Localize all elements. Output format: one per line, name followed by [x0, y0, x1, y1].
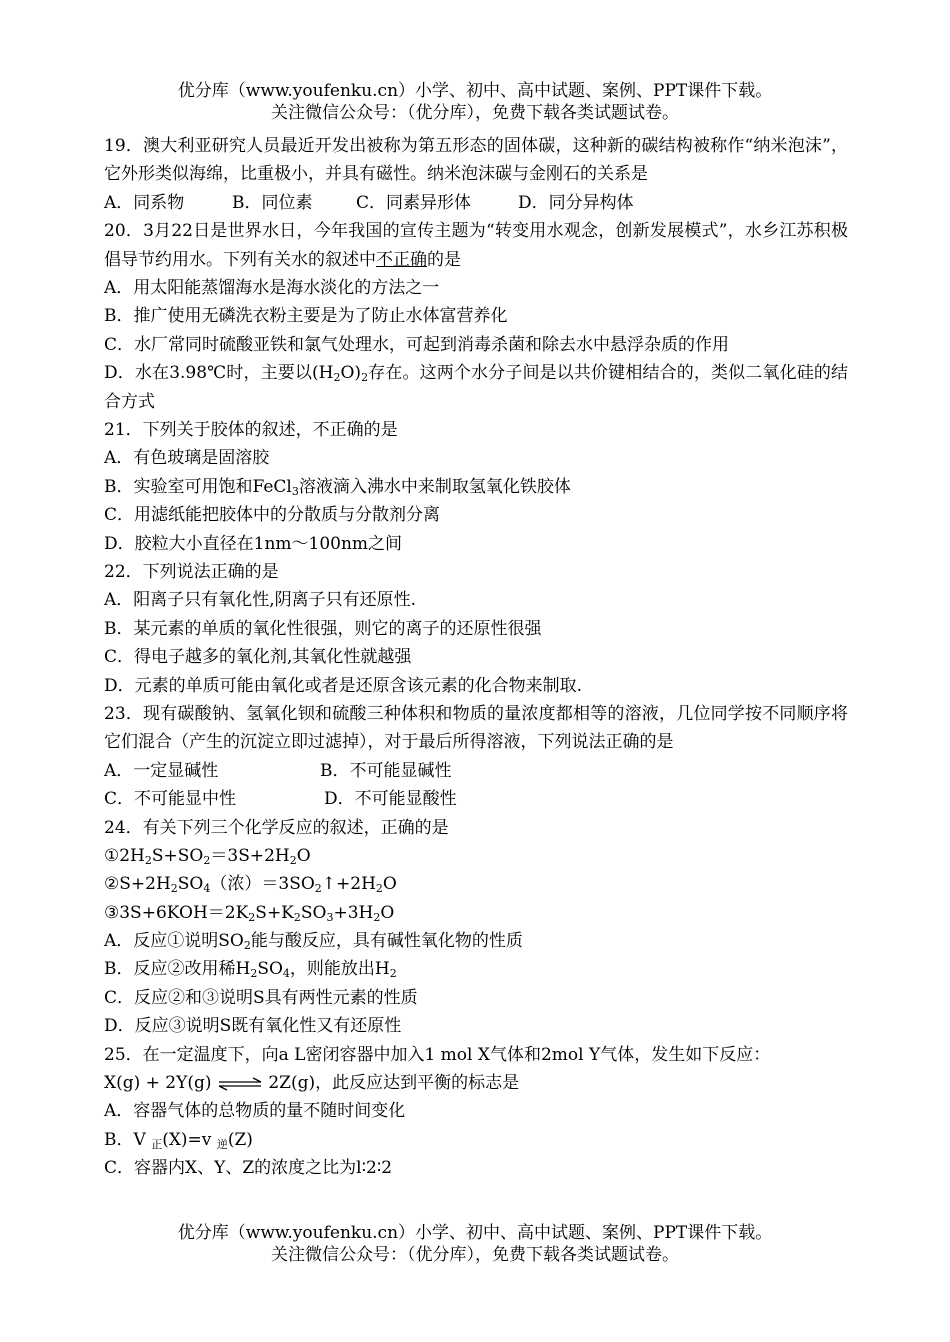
- q22-stem: 22．下列说法正确的是: [104, 561, 279, 582]
- formula-part: ①2H: [104, 845, 145, 866]
- option-text: 能与酸反应，具有碱性氧化物的性质: [250, 931, 523, 952]
- option-text: B．V: [104, 1129, 152, 1150]
- rate-sub-forward: 正: [151, 1137, 163, 1151]
- formula-sub: 2: [243, 939, 251, 953]
- formula-part: O: [380, 902, 395, 923]
- q24-reaction-2: [104, 870, 848, 898]
- formula-sub: 2: [314, 882, 322, 896]
- formula-sub: 2: [289, 853, 297, 867]
- q23-option-c: C．不可能显中性: [104, 789, 237, 810]
- equation-left: X(g) + 2Y(g): [104, 1073, 212, 1094]
- q21-stem: 21．下列关于胶体的叙述，不正确的是: [104, 420, 398, 440]
- formula-sub: 2: [203, 853, 211, 867]
- formula-part: ＝3S+2H: [210, 845, 290, 866]
- option-text: (X)=v: [162, 1129, 217, 1150]
- option-text: ，则能放出H: [289, 959, 390, 980]
- q20-option-b: B．推广使用无磷洗衣粉主要是为了防止水体富营养化: [104, 306, 508, 327]
- q23-option-a: A．一定显碱性: [104, 760, 219, 781]
- q19-option-b: B．同位素: [232, 192, 313, 213]
- q19-option-d: D．同分异构体: [518, 192, 634, 213]
- formula-part: ↑+2H: [321, 874, 376, 895]
- q23-options-ab: [104, 757, 848, 785]
- formula-sub: 2: [248, 910, 256, 924]
- q20-option-d: [104, 359, 848, 416]
- formula-sub: 2: [144, 853, 152, 867]
- q25-equation: [104, 1069, 848, 1097]
- q20-d-text-tail: 存在。这两个水分子间是以共价键相结合的，类似二氧化硅的结合方式: [104, 363, 848, 412]
- q22-option-d: D．元素的单质可能由氧化或者是还原含该元素的化合物来制取.: [104, 675, 583, 696]
- q25-stem: 25．在一定温度下，向a L密闭容器中加入1 mol X气体和2mol Y气体，发生如下反应：: [104, 1044, 771, 1065]
- formula-part: O: [382, 874, 397, 895]
- q22-option-b: B．某元素的单质的氧化性很强，则它的离子的还原性很强: [104, 618, 542, 639]
- q22-option-a: A．阳离子只有氧化性,阴离子只有还原性.: [104, 590, 417, 611]
- q20-d-text: D．水在3.98℃时，主要以(H: [104, 363, 334, 384]
- formula-part: +3H: [333, 902, 374, 923]
- q24-option-b: [104, 955, 848, 983]
- q20-stem-underline: 不正确: [376, 249, 427, 270]
- q23-options-cd: [104, 785, 848, 813]
- q24-reaction-1: [104, 842, 848, 870]
- equilibrium-arrow-icon: [217, 1077, 263, 1091]
- formula-sub: 2: [293, 910, 301, 924]
- formula-part: S+K: [255, 902, 294, 923]
- q23-stem: 23．现有碳酸钠、氢氧化钡和硫酸三种体积和物质的量浓度都相等的溶液，几位同学按不同顺序将它们混合（产生的沉淀立即过滤掉），对于最后所得溶液，下列说法正确的是: [104, 703, 848, 753]
- q24-option-c: C．反应②和③说明S具有两性元素的性质: [104, 987, 418, 1008]
- q19-stem: 19．澳大利亚研究人员最近开发出被称为第五形态的固体碳，这种新的碳结构被称作“纳米泡沫”，它外形类似海绵，比重极小，并具有磁性。纳米泡沫碳与金刚石的关系是: [104, 136, 848, 185]
- q24-reaction-3: [104, 899, 848, 927]
- q24-option-d: D．反应③说明S既有氧化性又有还原性: [104, 1016, 402, 1037]
- top-banner: [0, 80, 950, 124]
- q25-option-a: A．容器气体的总物质的量不随时间变化: [104, 1101, 406, 1122]
- q21-option-b: [104, 473, 848, 501]
- banner-line-2: 关注微信公众号：（优分库），免费下载各类试题试卷。: [271, 103, 679, 123]
- banner-line-1: 优分库（www.youfenku.cn）小学、初中、高中试题、案例、PPT课件下载。: [177, 81, 773, 101]
- equation-right: 2Z(g)，此反应达到平衡的标志是: [268, 1073, 520, 1094]
- q19-options: [104, 189, 848, 217]
- q21-option-d: D．胶粒大小直径在1nm～100nm之间: [104, 533, 403, 554]
- formula-sub: 2: [373, 910, 381, 924]
- formula-sub: 2: [389, 967, 397, 981]
- q25-option-c: C．容器内X、Y、Z的浓度之比为l∶2∶2: [104, 1158, 393, 1179]
- q22-option-c: C．得电子越多的氧化剂,其氧化性就越强: [104, 647, 412, 668]
- q21-b-text: B．实验室可用饱和FeCl: [104, 476, 292, 497]
- q23-option-d: D．不可能显酸性: [324, 789, 457, 810]
- formula-sub: 2: [250, 967, 258, 981]
- q20-option-c: C．水厂常同时硫酸亚铁和氯气处理水，可起到消毒杀菌和除去水中悬浮杂质的作用: [104, 334, 730, 355]
- q23-option-b: B．不可能显碱性: [320, 760, 452, 781]
- q20-stem: [104, 217, 848, 274]
- formula-sub: 2: [170, 882, 178, 896]
- q20-d-text-mid: O): [340, 363, 362, 384]
- q19-option-c: C．同素异形体: [356, 192, 472, 213]
- q21-b-text-tail: 溶液滴入沸水中来制取氢氧化铁胶体: [298, 476, 571, 497]
- q20-d-sub: 2: [361, 371, 369, 385]
- formula-part: ③3S+6KOH＝2K: [104, 902, 249, 923]
- formula-part: SO: [177, 874, 204, 895]
- q19-option-a: A．同系物: [104, 192, 185, 213]
- q20-stem-text: 20．3月22日是世界水日，今年我国的宣传主题为“转变用水观念，创新发展模式”，水乡江苏积极倡导节约用水。下列有关水的叙述中: [104, 221, 848, 270]
- formula-part: SO: [300, 902, 327, 923]
- banner-line-1: 优分库（www.youfenku.cn）小学、初中、高中试题、案例、PPT课件下载。: [177, 1223, 773, 1243]
- formula-part: O: [296, 845, 311, 866]
- q20-option-a: A．用太阳能蒸馏海水是海水淡化的方法之一: [104, 278, 440, 299]
- formula-sub: 2: [375, 882, 383, 896]
- option-text: A．反应①说明SO: [104, 931, 244, 952]
- bottom-banner: [0, 1222, 950, 1266]
- question-content: [104, 132, 848, 1183]
- rate-sub-reverse: 逆: [216, 1137, 228, 1151]
- formula-sub: 4: [203, 882, 211, 896]
- q21-option-a: A．有色玻璃是固溶胶: [104, 448, 270, 469]
- q24-stem: 24．有关下列三个化学反应的叙述，正确的是: [104, 817, 449, 838]
- q24-option-a: [104, 927, 848, 955]
- q20-d-sub: 2: [333, 371, 341, 385]
- banner-line-2: 关注微信公众号：（优分库），免费下载各类试题试卷。: [271, 1245, 679, 1265]
- formula-part: ②S+2H: [104, 874, 171, 895]
- option-text: (Z): [227, 1129, 253, 1150]
- option-text: B．反应②改用稀H: [104, 959, 251, 980]
- q21-b-sub: 3: [291, 484, 299, 498]
- formula-sub: 4: [282, 967, 290, 981]
- formula-sub: 3: [326, 910, 334, 924]
- formula-part: （浓）＝3SO: [210, 874, 315, 895]
- option-text: SO: [257, 959, 283, 980]
- q20-stem-tail: 的是: [427, 249, 461, 270]
- q21-option-c: C．用滤纸能把胶体中的分散质与分散剂分离: [104, 505, 441, 526]
- formula-part: S+SO: [151, 845, 204, 866]
- q25-option-b: [104, 1126, 848, 1154]
